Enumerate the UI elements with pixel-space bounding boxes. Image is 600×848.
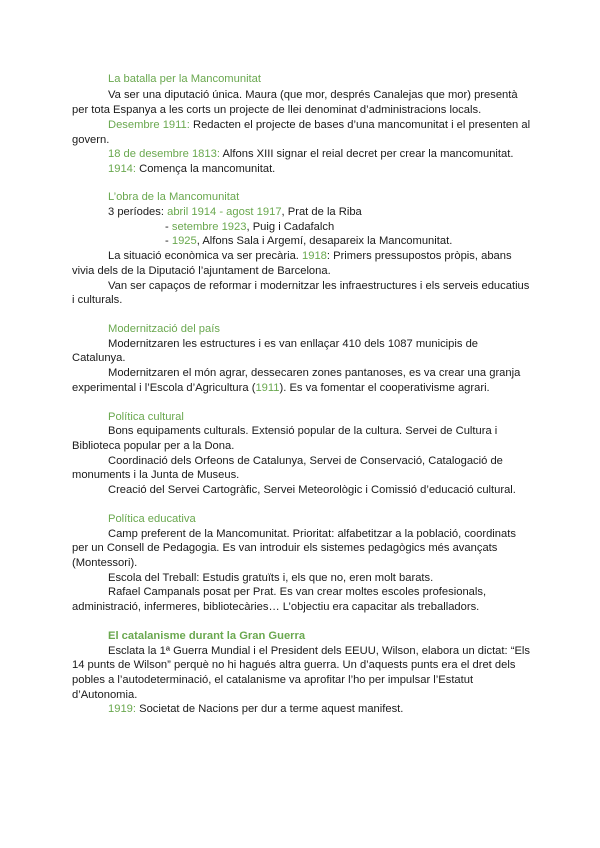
paragraph-line: Camp preferent de la Mancomunitat. Prioritat: alfabetitzar a la població, coordinats [108,528,516,540]
paragraph-text: ). Es va fomentar el cooperativisme agrari. [279,382,490,394]
paragraph-text: experimental i l’Escola d’Agricultura ( [72,382,256,394]
paragraph-line [72,381,490,395]
date-highlight: 1919: [108,703,136,715]
paragraph-line: Van ser capaços de reformar i modernitzar les infraestructures i els serveis educatius [108,280,530,292]
paragraph-text: , Alfons Sala i Argemí, desapareix la Mancomunitat. [196,235,453,247]
paragraph-line: Modernitzaren les estructures i es van enllaçar 410 dels 1087 municipis de [108,338,479,350]
paragraph-text: , Prat de la Riba [281,206,362,218]
paragraph-line: administració, infermeres, bibliotecàries… L’objectiu era capacitar als treballadors. [72,601,480,613]
section-heading: L’obra de la Mancomunitat [108,191,240,203]
paragraph-line: vivia dels de la Diputació l’ajuntament de Barcelona. [72,265,331,277]
paragraph-line: per un Consell de Pedagogia. Es van introduir els sistemes pedagògics més avançats [72,542,498,554]
paragraph-line: Escola del Treball: Estudis gratuïts i, els que no, eren molt barats. [108,572,434,584]
paragraph-line: d’Autonomia. [72,689,138,701]
paragraph-line: Va ser una diputació única. Maura (que mor, després Canalejas que mor) presentà [108,89,518,101]
date-highlight: 1911 [255,382,280,394]
paragraph-text: Comença la mancomunitat. [136,163,276,175]
paragraph-line: Modernitzaren el món agrar, dessecaren zones pantanoses, es va crear una granja [108,367,521,379]
paragraph-line: i culturals. [72,294,123,306]
paragraph-line: Catalunya. [72,352,126,364]
date-highlight: 1918 [302,250,327,262]
paragraph-line: Esclata la 1ª Guerra Mundial i el President dels EEUU, Wilson, elabora un dictat: “Els [108,645,530,657]
section-heading: Política cultural [108,411,184,423]
paragraph-line: (Montessori). [72,557,138,569]
paragraph-text: La situació econòmica va ser precària. [108,250,303,262]
paragraph-line: Rafael Campanals posat per Prat. Es van crear moltes escoles profesionals, [108,586,487,598]
list-dash: - [165,235,172,247]
list-dash: - [165,221,172,233]
paragraph-line [108,118,530,132]
paragraph-text: : Primers pressupostos pròpis, abans [326,250,512,262]
date-highlight: Desembre 1911: [108,119,190,131]
paragraph-line: monuments i la Junta de Museus. [72,469,240,481]
section-heading: El catalanisme durant la Gran Guerra [108,630,306,642]
paragraph-line: Biblioteca popular per a la Dona. [72,440,235,452]
date-highlight: setembre 1923 [171,221,247,233]
paragraph-line: 14 punts de Wilson” perquè no hi hagués altra guerra. Un d’aquests punts era el dret dels [72,659,516,671]
date-highlight: 1914: [108,163,136,175]
paragraph-line: Coordinació dels Orfeons de Catalunya, Servei de Conservació, Catalogació de [108,455,503,467]
section-heading: La batalla per la Mancomunitat [108,73,261,85]
paragraph-text: , Puig i Cadafalch [246,221,335,233]
date-highlight: abril 1914 - agost 1917 [167,206,282,218]
paragraph-line [108,162,275,176]
paragraph-line [108,249,512,263]
paragraph-line [165,234,452,248]
paragraph-line [108,702,403,716]
paragraph-line: Bons equipaments culturals. Extensió popular de la cultura. Servei de Cultura i [108,425,498,437]
paragraph-text: 3 períodes: [108,206,168,218]
paragraph-line: govern. [72,134,110,146]
date-highlight: 1925 [171,235,197,247]
paragraph-text: Alfons XIII signar el reial decret per crear la mancomunitat. [219,148,514,160]
paragraph-line [108,147,513,161]
date-highlight: 18 de desembre 1813: [108,148,220,160]
section-heading: Modernització del país [108,323,220,335]
paragraph-text: Societat de Nacions per dur a terme aquest manifest. [136,703,404,715]
section-heading: Política educativa [108,513,196,525]
paragraph-line: pobles a l’autodeterminació, el catalanisme va aprofitar l’ho per impulsar l’Estatut [72,674,474,686]
paragraph-line: Creació del Servei Cartogràfic, Servei Meteorològic i Comissió d’educació cultural. [108,484,516,496]
paragraph-text: Redacten el projecte de bases d’una mancomunitat i el presenten al [189,119,531,131]
paragraph-line [165,220,334,234]
paragraph-line: per tota Espanya a les corts un projecte de llei denominat d’administracions locals. [72,104,482,116]
paragraph-line [108,205,362,219]
